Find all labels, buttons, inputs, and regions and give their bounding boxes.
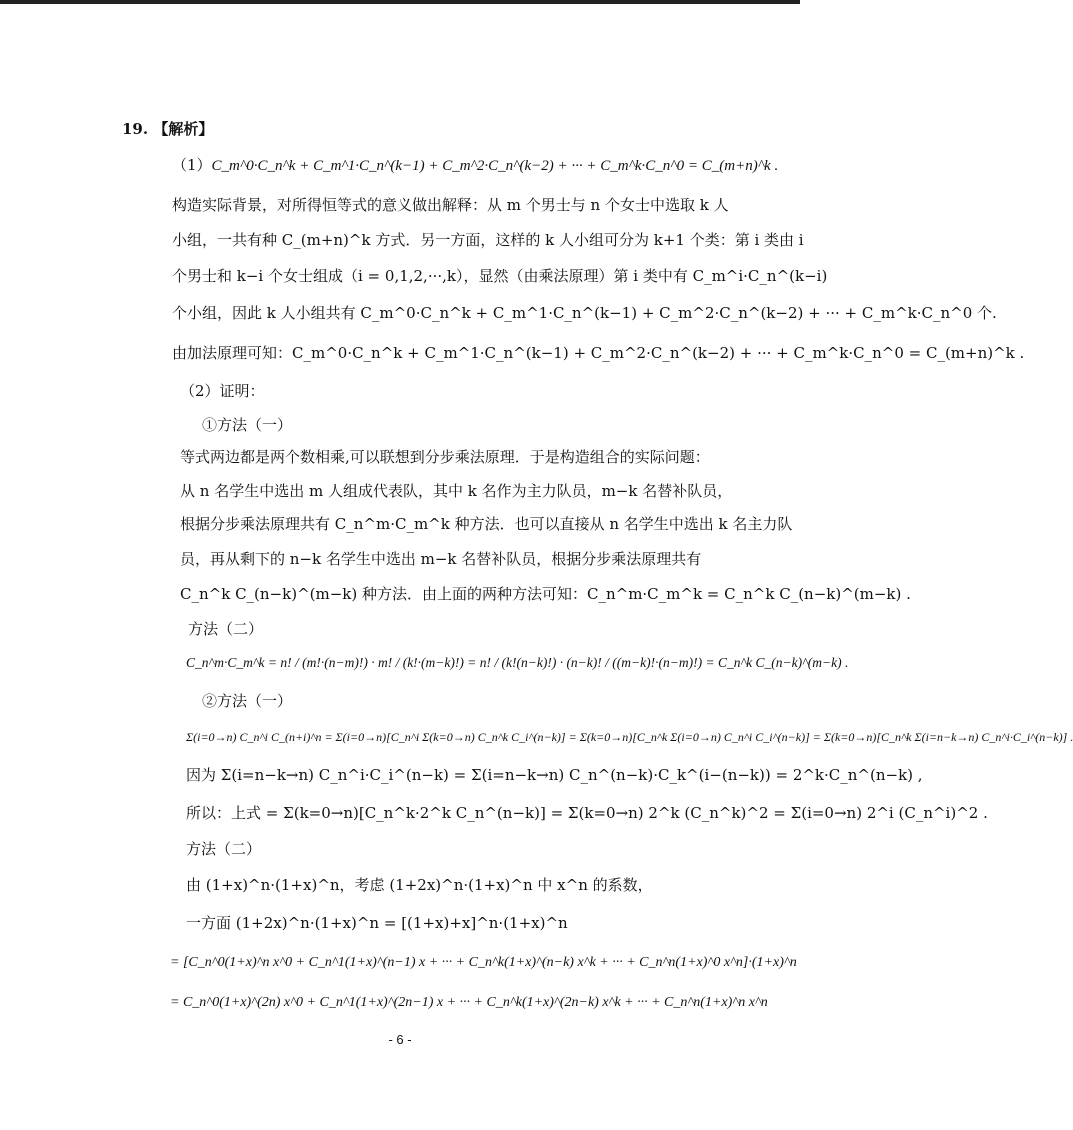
part1-identity: （1）C_m^0·C_n^k + C_m^1·C_n^(k−1) + C_m^2·C_n^(k−2) + ··· + C_m^k·C_n^0 = C_(m+n)^k . [172,156,779,174]
page-number: - 6 - [388,1032,412,1047]
method-paragraph-line: C_n^k C_(n−k)^(m−k) 种方法．由上面的两种方法可知：C_n^m·C_m^k = C_n^k C_(n−k)^(m−k) . [180,585,911,603]
method-title: 方法（二） [186,840,262,858]
part1-conclusion: 由加法原理可知：C_m^0·C_n^k + C_m^1·C_n^(k−1) + C_m^2·C_n^(k−2) + ··· + C_m^k·C_n^0 = C_(m+n)^k . [172,344,1025,362]
part1-paragraph-line: 小组，一共有种 C_(m+n)^k 方式．另一方面，这样的 k 人小组可分为 k+1 个类：第 i 类由 i [172,231,804,249]
problem-header [122,118,213,140]
sum-equation: Σ(i=0→n) C_n^i C_(n+i)^n = Σ(i=0→n)[C_n^i Σ(k=0→n) C_n^k C_i^(n−k)] = Σ(k=0→n)[C_n^k Σ(i=0→n) C_n^i C_i^(n−k)] = Σ(k=0→n)[C_n^k Σ(i=n−k→n) C_n^i·C_i^(n−k)] . [186,730,1073,744]
expansion-line: = [C_n^0(1+x)^n x^0 + C_n^1(1+x)^(n−1) x + ··· + C_n^k(1+x)^(n−k) x^k + ··· + C_n^n(1+x)^0 x^n]·(1+x)^n [170,955,797,970]
method-paragraph-line: 等式两边都是两个数相乘,可以联想到分步乘法原理．于是构造组合的实际问题： [180,448,710,466]
sum-equation: 因为 Σ(i=n−k→n) C_n^i·C_i^(n−k) = Σ(i=n−k→n) C_n^(n−k)·C_k^(i−(n−k)) = 2^k·C_n^(n−k) , [186,766,923,784]
method2-paragraph-line: 由 (1+x)^n·(1+x)^n，考虑 (1+2x)^n·(1+x)^n 中 x^n 的系数， [186,876,653,894]
part1-paragraph-line: 个男士和 k−i 个女士组成（i = 0,1,2,···,k），显然（由乘法原理）第 i 类中有 C_m^i·C_n^(k−i) [172,267,828,285]
problem-title: 【解析】 [153,120,214,138]
method-paragraph-line: 员，再从剩下的 n−k 名学生中选出 m−k 名替补队员，根据分步乘法原理共有 [180,550,702,568]
part1-paragraph-line: 个小组，因此 k 人小组共有 C_m^0·C_n^k + C_m^1·C_n^(k−1) + C_m^2·C_n^(k−2) + ··· + C_m^k·C_n^0 个. [172,304,997,322]
sum-equation: 所以：上式 = Σ(k=0→n)[C_n^k·2^k C_n^(n−k)] = Σ(k=0→n) 2^k (C_n^k)^2 = Σ(i=0→n) 2^i (C_n^i)^2 . [186,804,988,822]
expansion-line: = C_n^0(1+x)^(2n) x^0 + C_n^1(1+x)^(2n−1) x + ··· + C_n^k(1+x)^(2n−k) x^k + ··· + C_n^n(1+x)^n x^n [170,995,768,1010]
part1-paragraph-line: 构造实际背景，对所得恒等式的意义做出解释：从 m 个男士与 n 个女士中选取 k 人 [172,196,729,214]
method2-equation: C_n^m·C_m^k = n! / (m!·(n−m)!) · m! / (k!·(m−k)!) = n! / (k!(n−k)!) · (n−k)! / ((m−k)!·(n−m)!) = C_n^k C_(n−k)^(m−k) . [186,655,849,670]
method2-paragraph-line: 一方面 (1+2x)^n·(1+x)^n = [(1+x)+x]^n·(1+x)^n [186,914,568,932]
problem-number: 19. [122,120,149,138]
part2-label: （2）证明： [180,382,265,400]
method-paragraph-line: 从 n 名学生中选出 m 人组成代表队，其中 k 名作为主力队员，m−k 名替补队员， [180,482,733,500]
method-title: ①方法（一） [202,416,293,434]
method-paragraph-line: 根据分步乘法原理共有 C_n^m·C_m^k 种方法．也可以直接从 n 名学生中选出 k 名主力队 [180,515,793,533]
method-title: 方法（二） [188,620,264,638]
top-border [0,0,800,4]
method-title: ②方法（一） [202,692,293,710]
